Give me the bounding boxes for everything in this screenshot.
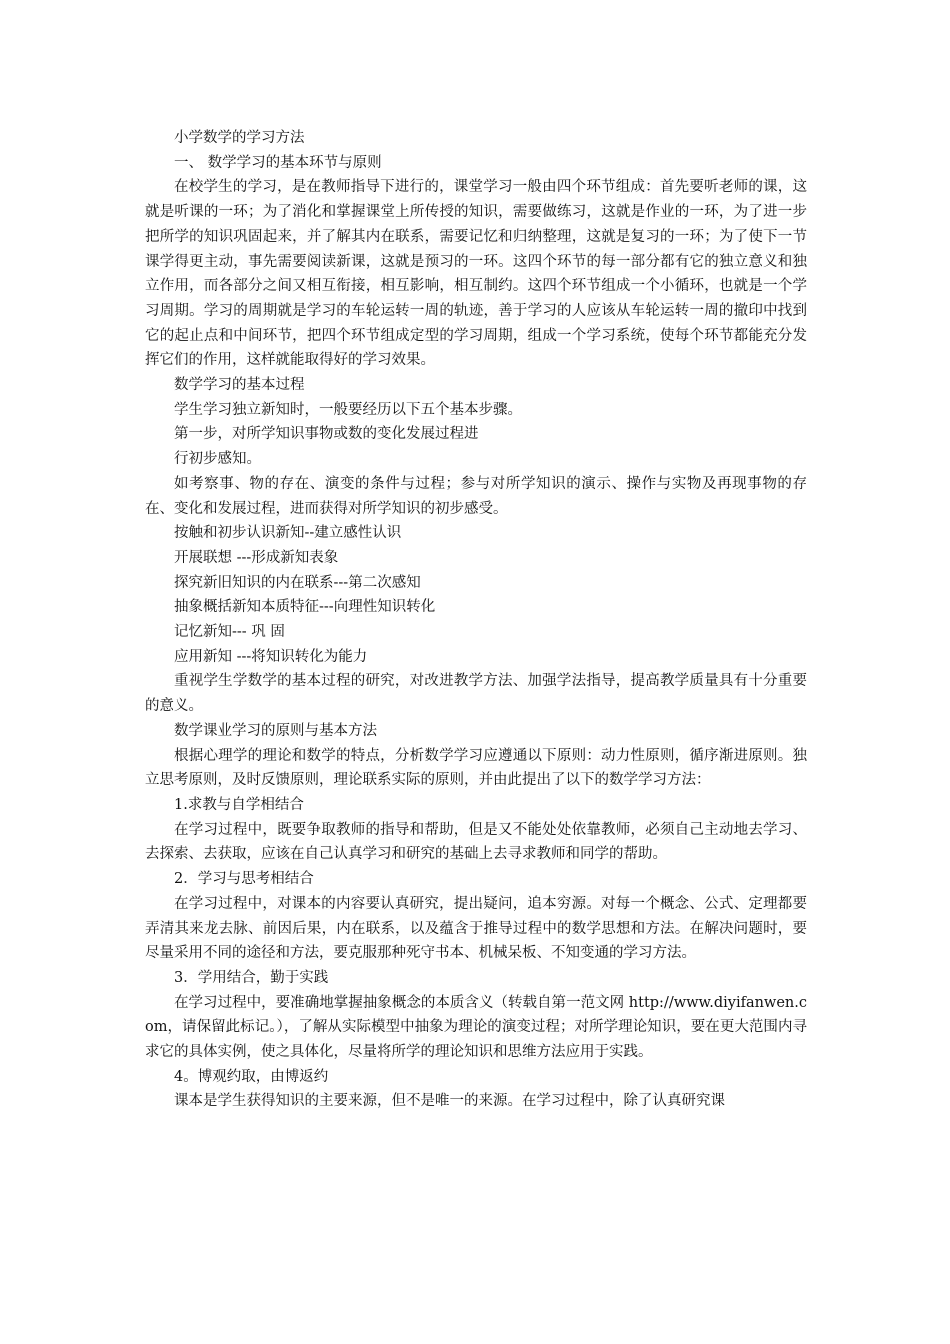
document-title: 小学数学的学习方法 — [174, 130, 305, 146]
step-item: 开展联想 ---形成新知表象 — [174, 549, 339, 566]
paragraph: 如考察事、物的存在、演变的条件与过程；参与对所学知识的演示、操作与实物及再现事物的存在、变化和发展过程，进而获得对所学知识的初步感受。 — [145, 475, 807, 517]
method-heading: 3．学用结合，勤于实践 — [174, 969, 329, 986]
paragraph: 根据心理学的理论和数学的特点，分析数学学习应遵通以下原则：动力性原则，循序渐进原则。独立思考原则，及时反馈原则，理论联系实际的原则，并由此提出了以下的数学学习方法： — [145, 747, 807, 789]
paragraph: 在学习过程中，既要争取教师的指导和帮助，但是又不能处处依靠教师，必须自己主动地去学习、去探索、去获取，应该在自己认真学习和研究的基础上去寻求教师和同学的帮助。 — [145, 821, 807, 863]
paragraph: 在学习过程中，对课本的内容要认真研究，提出疑问，追本穷源。对每一个概念、公式、定理都要弄清其来龙去脉、前因后果，内在联系，以及蕴含于推导过程中的数学思想和方法。在解决问题时，要尽量采用不同的途径和方法，要克服那种死守书本、机械呆板、不知变通的学习方法。 — [145, 895, 807, 962]
step-line: 第一步，对所学知识事物或数的变化发展过程进 — [174, 426, 479, 443]
step-item: 抽象概括新知本质特征---向理性知识转化 — [174, 599, 436, 616]
step-item: 按触和初步认识新知--建立感性认识 — [174, 525, 402, 542]
section-heading: 一、 数学学习的基本环节与原则 — [174, 154, 382, 171]
method-heading: 4。博观约取，由博返约 — [174, 1068, 329, 1085]
subsection-heading: 数学课业学习的原则与基本方法 — [174, 722, 377, 739]
method-heading: 2．学习与思考相结合 — [174, 871, 314, 888]
paragraph: 在校学生的学习，是在教师指导下进行的，课堂学习一般由四个环节组成：首先要听老师的课，这就是听课的一环；为了消化和掌握课堂上所传授的知识，需要做练习，这就是作业的一环，为了进一步把所学的知识巩固起来，并了解其内在联系，需要记忆和归纳整理，这就是复习的一环；为了使下一节课学得更主动，事先需要阅读新课，这就是预习的一环。这四个环节的每一部分都有它的独立意义和独立作用，而各部分之间又相互衔接，相互影响，相互制约。这四个环节组成一个小循环，也就是一个学习周期。学习的周期就是学习的车轮运转一周的轨迹，善于学习的人应该从车轮运转一周的撤印中找到它的起止点和中间环节，把四个环节组成定型的学习周期，组成一个学习系统，使每个环节都能充分发挥它们的作用，这样就能取得好的学习效果。 — [145, 179, 807, 369]
paragraph: 在学习过程中，要准确地掌握抽象概念的本质含义（转载自第一范文网 http://www.diyifanwen.com，请保留此标记。），了解从实际模型中抽象为理论的演变过程；对所学理论知识，要在更大范围内寻求它的具体实例，使之具体化，尽量将所学的理论知识和思维方法应用于实践。 — [145, 994, 807, 1061]
paragraph: 课本是学生获得知识的主要来源，但不是唯一的来源。在学习过程中，除了认真研究课 — [174, 1093, 725, 1110]
step-line: 行初步感知。 — [174, 451, 261, 468]
step-item: 探究新旧知识的内在联系---第二次感知 — [174, 574, 421, 591]
document-page — [145, 126, 807, 1114]
step-item: 应用新知 ---将知识转化为能力 — [174, 648, 368, 665]
method-heading: 1.求教与自学相结合 — [174, 796, 304, 813]
paragraph: 学生学习独立新知时，一般要经历以下五个基本步骤。 — [174, 401, 522, 418]
step-item: 记忆新知--- 巩 固 — [174, 624, 285, 641]
subsection-heading: 数学学习的基本过程 — [174, 377, 305, 394]
paragraph: 重视学生学数学的基本过程的研究，对改进教学方法、加强学法指导，提高教学质量具有十分重要的意义。 — [145, 673, 807, 715]
